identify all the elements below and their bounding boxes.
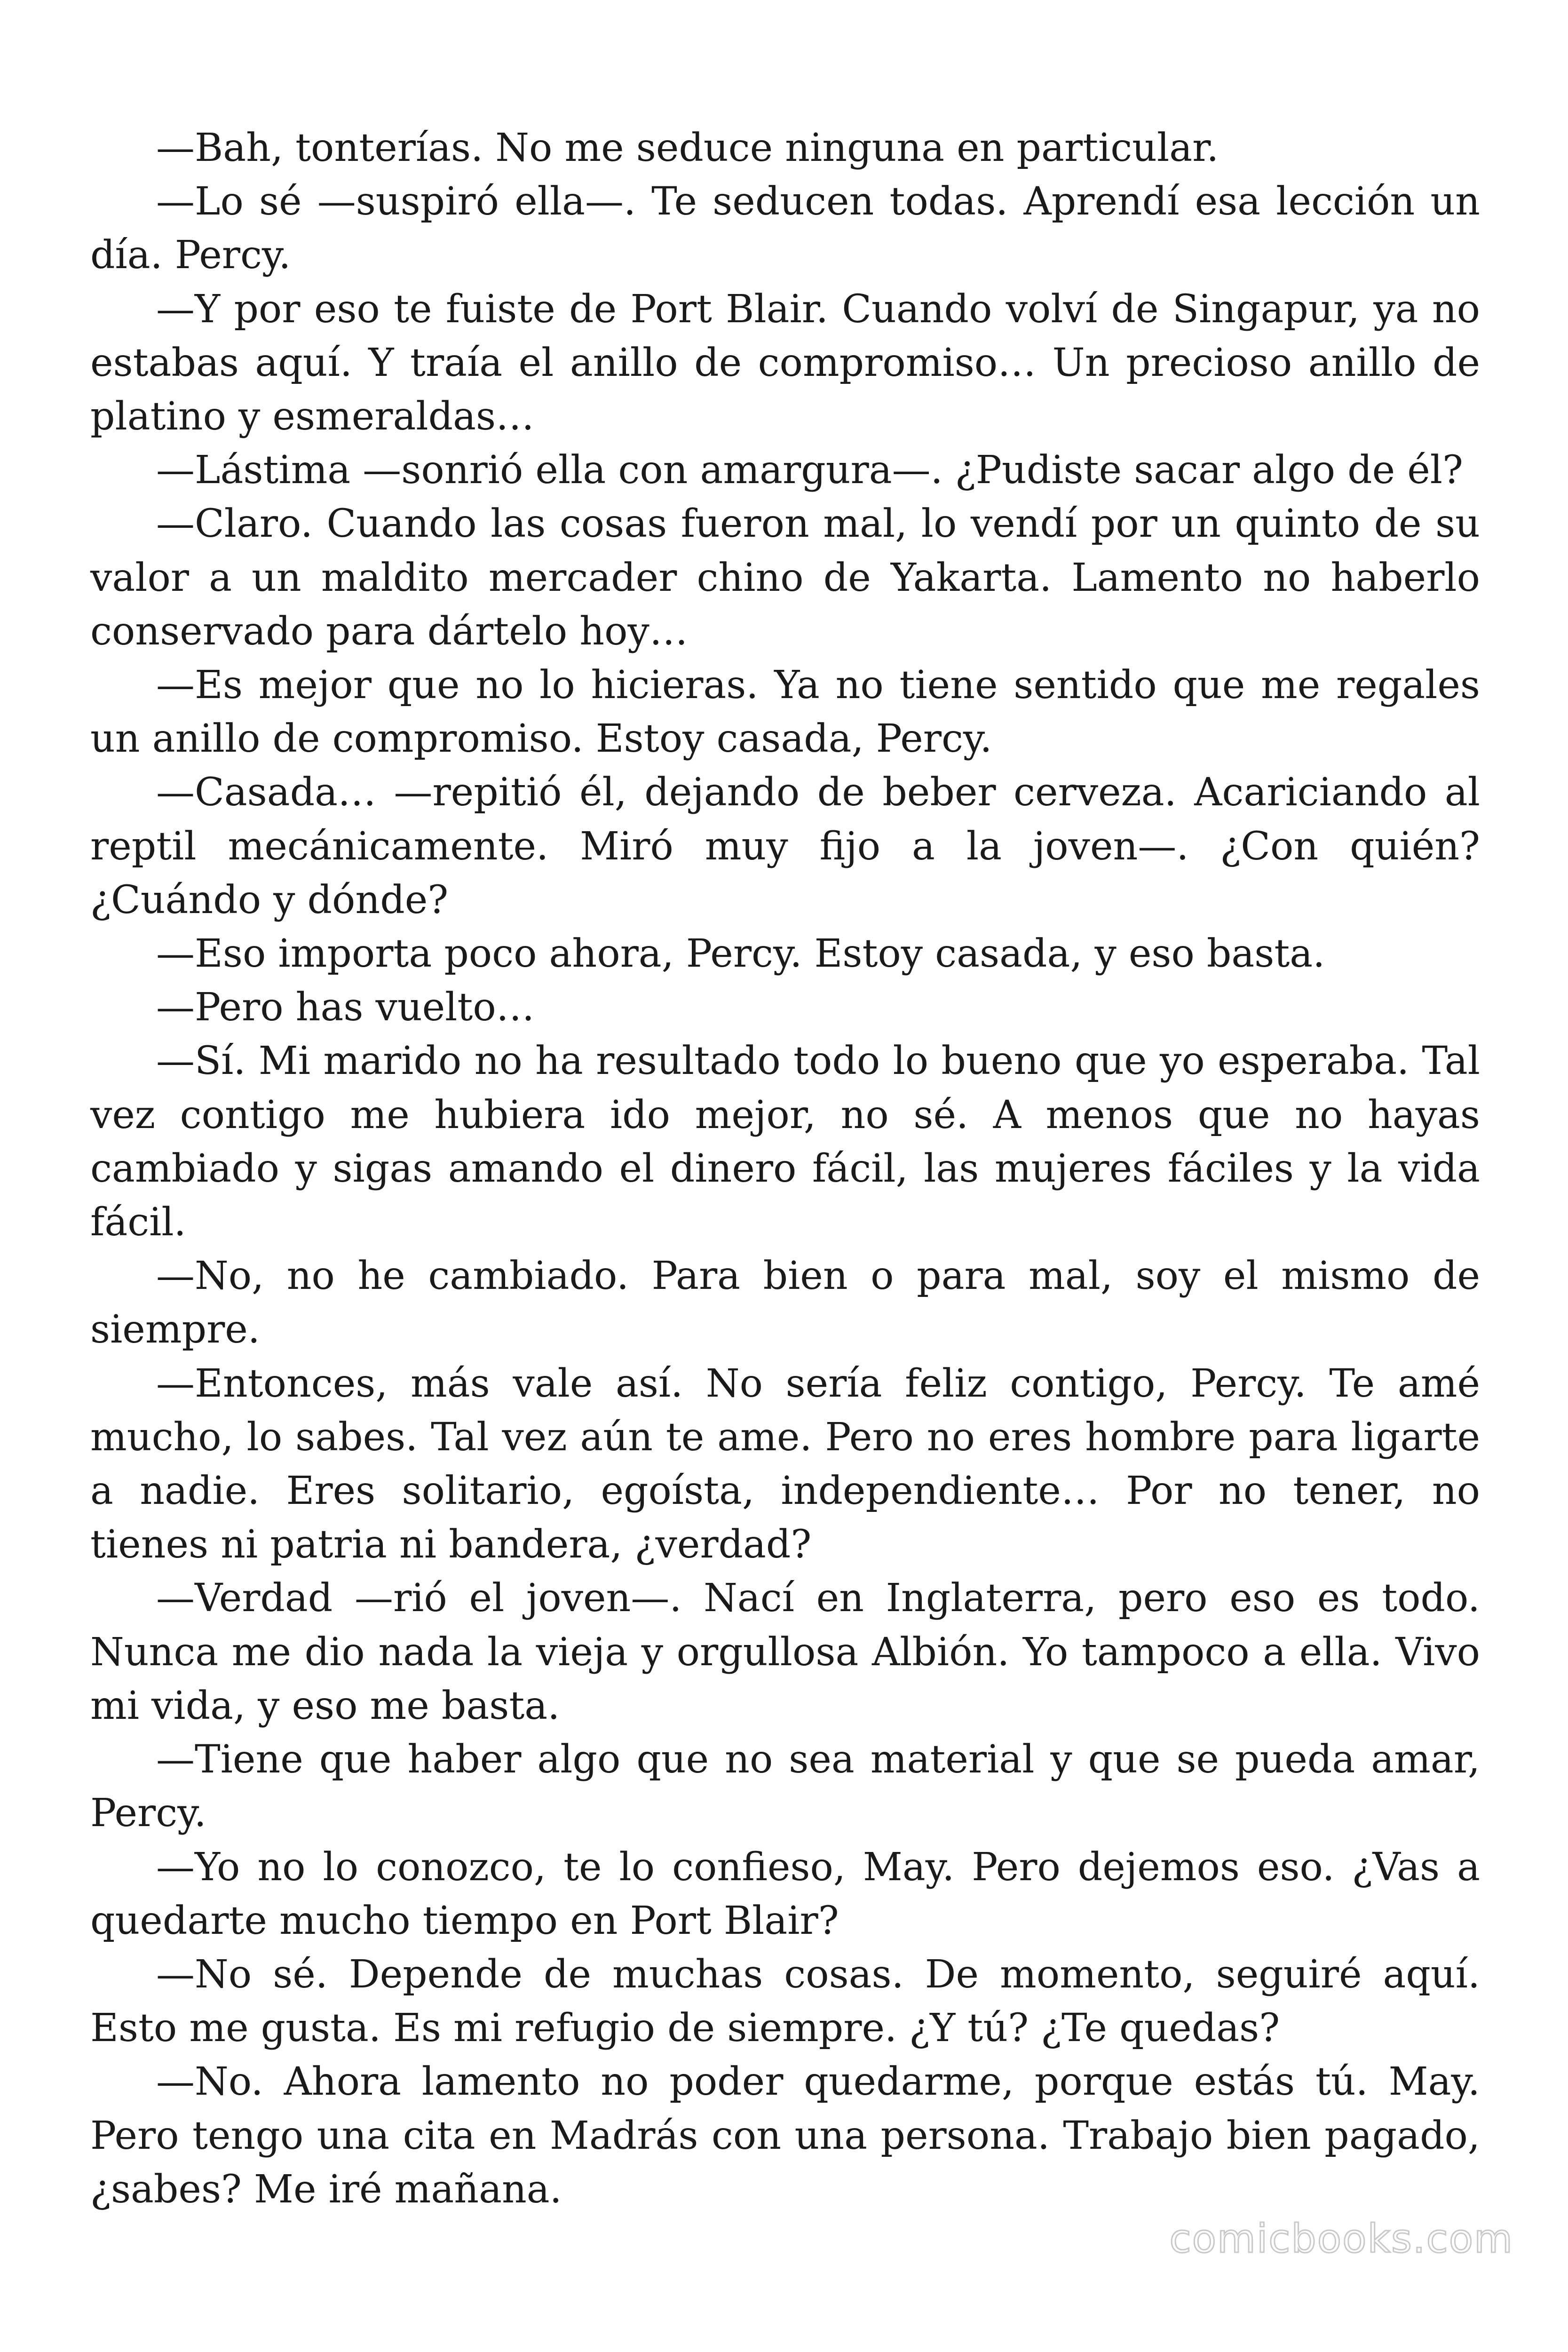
paragraph: —No sé. Depende de muchas cosas. De momento, seguiré aquí. Esto me gusta. Es mi refugio de siempre. ¿Y tú? ¿Te quedas? (90, 1952, 1480, 2051)
paragraph: —Pero has vuelto… (156, 985, 535, 1030)
paragraph: —Lo sé —suspiró ella—. Te seducen todas. Aprendí esa lección un día. Percy. (90, 179, 1480, 278)
paragraph: —Yo no lo conozco, te lo confieso, May. Pero dejemos eso. ¿Vas a quedarte mucho tiempo en Port Blair? (90, 1844, 1480, 1943)
paragraph: —Tiene que haber algo que no sea material y que se pueda amar, Percy. (90, 1737, 1480, 1836)
paragraph: —Lástima —sonrió ella con amargura—. ¿Pudiste sacar algo de él? (156, 448, 1463, 493)
paragraph: —Eso importa poco ahora, Percy. Estoy casada, y eso basta. (156, 931, 1325, 977)
paragraph: —Verdad —rió el joven—. Nací en Inglaterra, pero eso es todo. Nunca me dio nada la vieja y orgullosa Albión. Yo tampoco a ella. Vivo mi vida, y eso me basta. (90, 1576, 1480, 1728)
paragraph: —Bah, tonterías. No me seduce ninguna en particular. (156, 126, 1219, 170)
watermark: comicbooks.com (1169, 2216, 1513, 2262)
paragraph: —Es mejor que no lo hicieras. Ya no tiene sentido que me regales un anillo de compromiso. Estoy casada, Percy. (90, 663, 1480, 762)
paragraph: —No. Ahora lamento no poder quedarme, porque estás tú. May. Pero tengo una cita en Madrás con una persona. Trabajo bien pagado, ¿sabes? Me iré mañana. (90, 2059, 1480, 2212)
paragraph: —Claro. Cuando las cosas fueron mal, lo vendí por un quinto de su valor a un maldito mercader chino de Yakarta. Lamento no haberlo conservado para dártelo hoy… (90, 501, 1480, 654)
paragraph: —Sí. Mi marido no ha resultado todo lo bueno que yo esperaba. Tal vez contigo me hubiera ido mejor, no sé. A menos que no hayas cambiado y sigas amando el dinero fácil, las mujeres fáciles y la vida fácil. (90, 1039, 1480, 1245)
paragraph: —No, no he cambiado. Para bien o para mal, soy el mismo de siempre. (90, 1254, 1480, 1352)
paragraph: —Entonces, más vale así. No sería feliz contigo, Percy. Te amé mucho, lo sabes. Tal vez aún te ame. Pero no eres hombre para ligarte a nadie. Eres solitario, egoísta, independiente… Por no tener, no tienes ni patria ni bandera, ¿verdad? (90, 1361, 1480, 1567)
paragraph: —Y por eso te fuiste de Port Blair. Cuando volví de Singapur, ya no estabas aquí. Y traía el anillo de compromiso… Un precioso anillo de platino y esmeraldas… (90, 286, 1480, 439)
paragraph: —Casada… —repitió él, dejando de beber cerveza. Acariciando al reptil mecánicamente. Miró muy fijo a la joven—. ¿Con quién? ¿Cuándo y dónde? (90, 770, 1480, 922)
page-body (90, 121, 1480, 2217)
